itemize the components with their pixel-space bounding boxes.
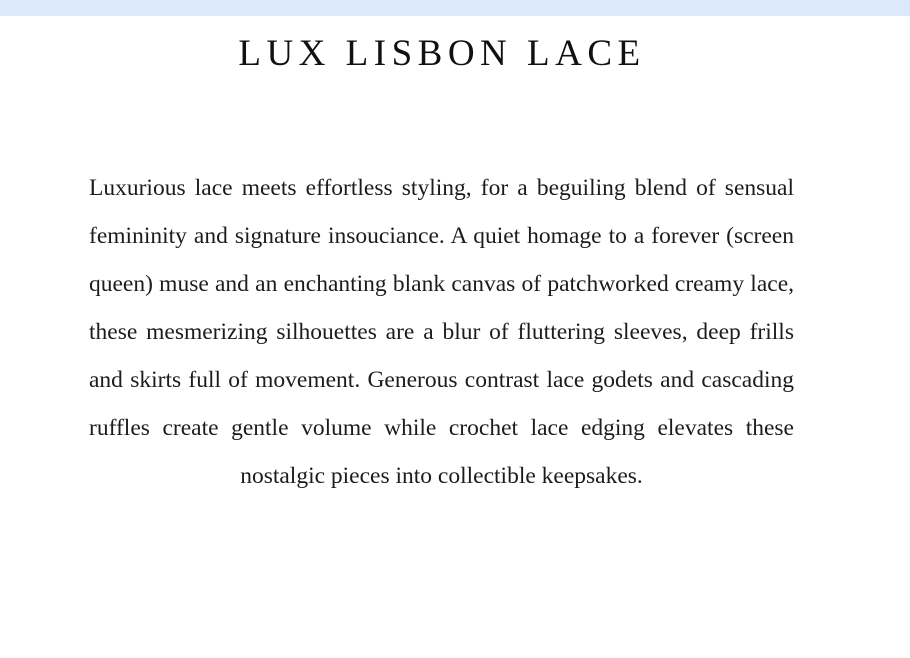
product-description: Luxurious lace meets effortless styling, for a beguiling blend of sensual femininity and signature insouciance. A quiet homage to a forever (screen queen) muse and an enchanting blank canvas of patchworked creamy lace, these mesmerizing silhouettes are a blur of fluttering sleeves, deep frills and skirts full of movement. Generous contrast lace godets and cascading ruffles create gentle volume while crochet lace edging elevates these nostalgic pieces into collectible keepsakes. bbox=[89, 175, 794, 489]
page-title: LUX LISBON LACE bbox=[238, 33, 646, 74]
top-browser-strip bbox=[0, 0, 910, 16]
